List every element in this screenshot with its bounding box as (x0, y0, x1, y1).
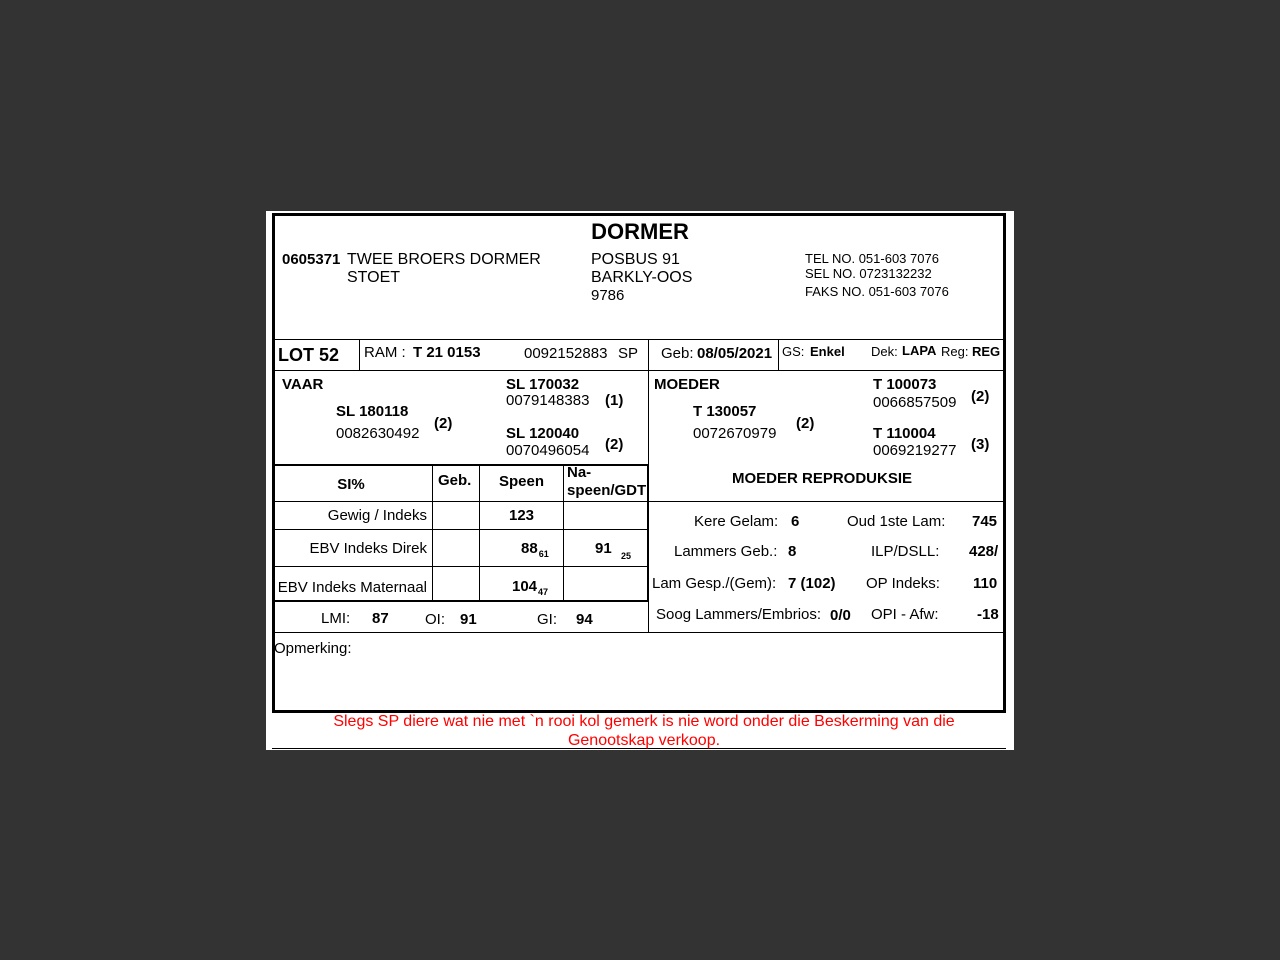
naspeen-header-1: Na- (567, 464, 592, 481)
faks-number: FAKS NO. 051-603 7076 (805, 284, 949, 299)
ram-label: RAM : (364, 344, 406, 361)
reg-value: REG (972, 344, 1001, 359)
sire-sire-id: SL 170032 (506, 376, 580, 393)
breed-title: DORMER (591, 219, 689, 244)
breeder-name-line2: STOET (347, 269, 401, 286)
dam-dam-grade: (3) (971, 436, 990, 453)
opmerking-label: Opmerking: (274, 640, 352, 657)
ilp-dsll-label: ILP/DSLL: (871, 543, 940, 560)
dam-sire-id: T 100073 (873, 376, 937, 393)
kere-gelam-value: 6 (791, 513, 800, 530)
lammers-geb-value: 8 (788, 543, 797, 560)
address-line1: POSBUS 91 (591, 251, 680, 268)
footer-notice-line1: Slegs SP diere wat nie met `n rooi kol gemerk is nie word onder die Beskerming van die (333, 713, 955, 730)
sel-number: SEL NO. 0723132232 (805, 266, 932, 281)
reg-label: Reg: (941, 344, 969, 359)
dam-id: T 130057 (693, 403, 757, 420)
sire-sire-number: 0079148383 (506, 392, 590, 409)
lot-sheet (266, 211, 1014, 750)
sire-id: SL 180118 (336, 403, 409, 420)
lam-gesp-label: Lam Gesp./(Gem): (652, 575, 777, 592)
address-line2: BARKLY-OOS (591, 269, 693, 286)
sire-dam-number: 0070496054 (506, 442, 590, 459)
breeder-number: 0605371 (282, 251, 341, 268)
oi-value: 91 (460, 611, 477, 628)
soog-lammers-value: 0/0 (830, 607, 851, 624)
gi-value: 94 (576, 611, 593, 628)
si-col-naspeen (563, 466, 564, 601)
dam-number: 0072670979 (693, 425, 777, 442)
pedigree-divider (648, 370, 649, 464)
geb-label: Geb: (661, 345, 694, 362)
moeder-label: MOEDER (654, 376, 720, 393)
naspeen-header-2: speen/GDT (567, 482, 647, 499)
lam-gesp-value: 7 (102) (788, 575, 836, 592)
geb-divider (648, 339, 649, 370)
si-table-right (647, 464, 649, 602)
vaar-label: VAAR (282, 376, 324, 393)
address-line3: 9786 (591, 287, 625, 304)
lmi-label: LMI: (321, 610, 351, 627)
op-indeks-label: OP Indeks: (866, 575, 940, 592)
frame-left (272, 213, 275, 713)
lot-number: LOT 52 (278, 345, 340, 365)
tel-number: TEL NO. 051-603 7076 (805, 251, 939, 266)
ebv-direk-naspeen-sub: 25 (621, 551, 632, 561)
breeder-name-line1: TWEE BROERS DORMER (347, 251, 541, 268)
kere-gelam-label: Kere Gelam: (694, 513, 779, 530)
lot-divider (359, 339, 360, 370)
gs-value: Enkel (810, 344, 845, 359)
geb-header: Geb. (438, 472, 472, 489)
dam-grade: (2) (796, 415, 815, 432)
gewig-speen-value: 123 (508, 507, 535, 524)
repro-title-line (649, 501, 1005, 502)
speen-header: Speen (498, 473, 544, 490)
gewig-indeks-label: Gewig / Indeks (327, 507, 427, 524)
frame-right (1003, 213, 1006, 713)
ebv-maternaal-label: EBV Indeks Maternaal (277, 579, 427, 596)
opi-afw-value: -18 (977, 606, 999, 623)
ilp-dsll-value: 428/ (969, 543, 999, 560)
soog-lammers-label: Soog Lammers/Embrios: (656, 606, 822, 623)
dam-dam-number: 0069219277 (873, 442, 957, 459)
sire-dam-id: SL 120040 (506, 425, 580, 442)
si-table-bottom (272, 600, 649, 602)
lammers-geb-label: Lammers Geb.: (674, 543, 778, 560)
ebv-maternaal-speen: $104_{47}$ (512, 578, 549, 597)
dek-label: Dek: (871, 344, 898, 359)
si-header: SI% (337, 476, 365, 493)
oud-lam-value: 745 (972, 513, 998, 530)
lot-row-top (274, 339, 1005, 340)
dam-dam-id: T 110004 (873, 425, 936, 442)
geb-date: 08/05/2021 (697, 345, 773, 362)
lot-row-bottom (274, 370, 1005, 371)
oud-lam-label: Oud 1ste Lam: (847, 513, 946, 530)
op-indeks-value: 110 (973, 575, 998, 592)
indices-row-bottom (274, 632, 1005, 633)
opi-afw-label: OPI - Afw: (871, 606, 939, 623)
si-row-line-2 (274, 529, 648, 530)
lmi-value: 87 (372, 610, 389, 627)
frame-top (272, 213, 1006, 216)
si-row-line-1 (274, 501, 648, 502)
ram-reg-number: 0092152883 (524, 345, 608, 362)
gi-label: GI: (537, 611, 558, 628)
ram-status: SP (618, 345, 639, 362)
si-col-geb (432, 466, 433, 601)
ram-id: T 21 0153 (413, 344, 481, 361)
sire-number: 0082630492 (336, 425, 420, 442)
si-table-top (272, 464, 649, 466)
footer-notice-line2: Genootskap verkoop. (567, 732, 721, 749)
ebv-direk-label: EBV Indeks Direk (309, 540, 427, 557)
sire-grade: (2) (434, 415, 453, 432)
oi-label: OI: (425, 611, 446, 628)
gs-label: GS: (782, 344, 805, 359)
si-row-line-3 (274, 566, 648, 567)
sire-sire-grade: (1) (605, 392, 624, 409)
gs-divider (778, 339, 779, 370)
repro-bottom-divider (648, 602, 649, 633)
sire-dam-grade: (2) (605, 436, 624, 453)
ebv-direk-naspeen: 91 (595, 540, 612, 557)
dam-sire-grade: (2) (971, 388, 990, 405)
ebv-direk-speen: $88_{61}$ (521, 540, 549, 559)
dam-sire-number: 0066857509 (873, 394, 957, 411)
repro-title: MOEDER REPRODUKSIE (732, 470, 913, 487)
dek-value: LAPA (902, 343, 937, 358)
